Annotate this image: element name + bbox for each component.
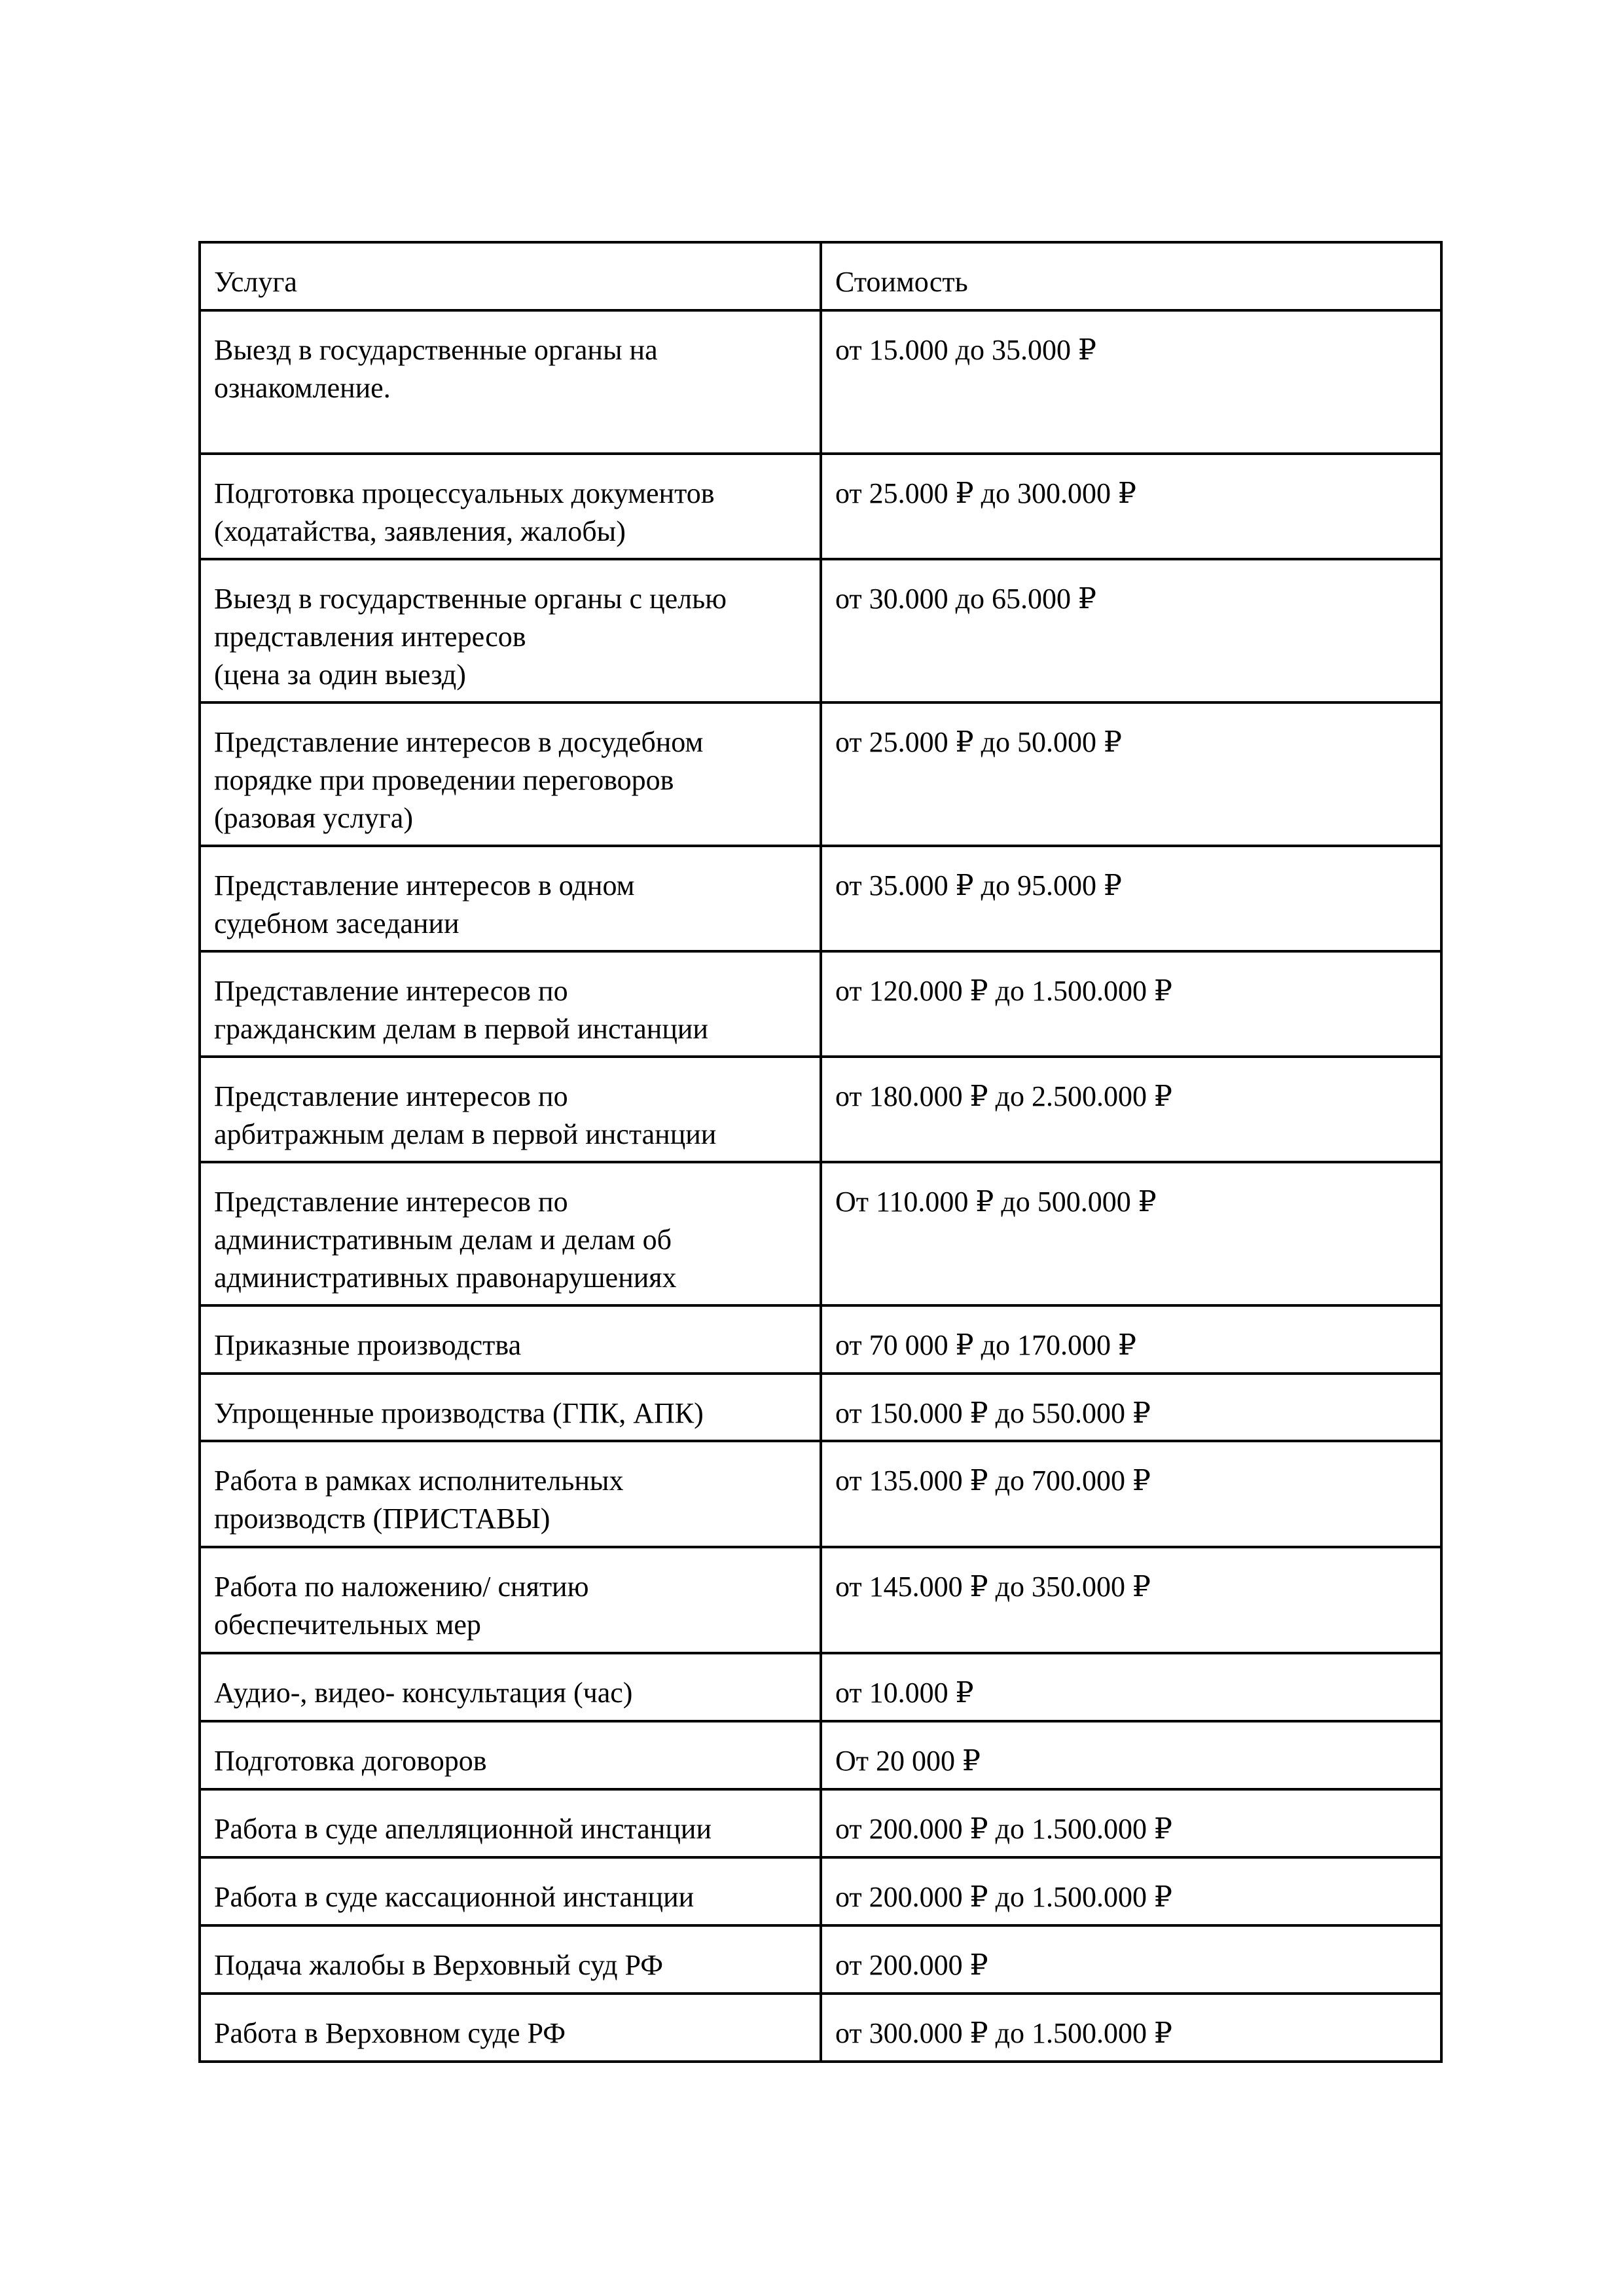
price-cell: от 145.000 ₽ до 350.000 ₽ [821, 1547, 1441, 1653]
table-row [200, 846, 1441, 951]
price-cell: От 20 000 ₽ [821, 1721, 1441, 1789]
table-row [200, 559, 1441, 702]
service-cell: Представление интересов по гражданским делам в первой инстанции [200, 951, 821, 1057]
price-cell: от 150.000 ₽ до 550.000 ₽ [821, 1374, 1441, 1441]
table-row [200, 1857, 1441, 1925]
price-cell: от 200.000 ₽ [821, 1925, 1441, 1994]
price-cell: от 200.000 ₽ до 1.500.000 ₽ [821, 1789, 1441, 1857]
table-row [200, 1162, 1441, 1305]
table-row [200, 1547, 1441, 1653]
table-row [200, 1305, 1441, 1374]
price-cell: от 25.000 ₽ до 300.000 ₽ [821, 454, 1441, 559]
service-cell: Подготовка процессуальных документов (ходатайства, заявления, жалобы) [200, 454, 821, 559]
table-row [200, 310, 1441, 454]
price-cell: от 25.000 ₽ до 50.000 ₽ [821, 702, 1441, 846]
table-row [200, 702, 1441, 846]
service-cell: Выезд в государственные органы на ознакомление. [200, 310, 821, 454]
service-cell: Упрощенные производства (ГПК, АПК) [200, 1374, 821, 1441]
service-cell: Работа в рамках исполнительных производств (ПРИСТАВЫ) [200, 1441, 821, 1547]
table-row [200, 1653, 1441, 1721]
price-cell: от 135.000 ₽ до 700.000 ₽ [821, 1441, 1441, 1547]
service-cell: Работа в Верховном суде РФ [200, 1994, 821, 2062]
price-cell: от 300.000 ₽ до 1.500.000 ₽ [821, 1994, 1441, 2062]
service-cell: Работа по наложению/ снятию обеспечительных мер [200, 1547, 821, 1653]
table-row [200, 1374, 1441, 1441]
service-cell: Работа в суде кассационной инстанции [200, 1857, 821, 1925]
table-row [200, 1057, 1441, 1162]
price-cell: от 120.000 ₽ до 1.500.000 ₽ [821, 951, 1441, 1057]
price-cell: от 180.000 ₽ до 2.500.000 ₽ [821, 1057, 1441, 1162]
price-cell: от 35.000 ₽ до 95.000 ₽ [821, 846, 1441, 951]
table-row [200, 1789, 1441, 1857]
service-cell: Аудио-, видео- консультация (час) [200, 1653, 821, 1721]
price-cell: от 200.000 ₽ до 1.500.000 ₽ [821, 1857, 1441, 1925]
header-service: Услуга [200, 242, 821, 310]
header-price: Стоимость [821, 242, 1441, 310]
service-cell: Представление интересов по административным делам и делам об административных правонарушениях [200, 1162, 821, 1305]
price-table [198, 241, 1443, 2063]
table-row [200, 1721, 1441, 1789]
service-cell: Подача жалобы в Верховный суд РФ [200, 1925, 821, 1994]
service-cell: Приказные производства [200, 1305, 821, 1374]
table-row [200, 1441, 1441, 1547]
price-cell: от 30.000 до 65.000 ₽ [821, 559, 1441, 702]
price-cell: от 15.000 до 35.000 ₽ [821, 310, 1441, 454]
price-cell: От 110.000 ₽ до 500.000 ₽ [821, 1162, 1441, 1305]
service-cell: Подготовка договоров [200, 1721, 821, 1789]
table-row [200, 1994, 1441, 2062]
table-row [200, 1925, 1441, 1994]
table-row [200, 951, 1441, 1057]
service-cell: Выезд в государственные органы с целью представления интересов (цена за один выезд) [200, 559, 821, 702]
service-cell: Представление интересов в одном судебном заседании [200, 846, 821, 951]
service-cell: Работа в суде апелляционной инстанции [200, 1789, 821, 1857]
service-cell: Представление интересов в досудебном порядке при проведении переговоров (разовая услуга) [200, 702, 821, 846]
table-row [200, 454, 1441, 559]
price-cell: от 70 000 ₽ до 170.000 ₽ [821, 1305, 1441, 1374]
service-cell: Представление интересов по арбитражным делам в первой инстанции [200, 1057, 821, 1162]
price-cell: от 10.000 ₽ [821, 1653, 1441, 1721]
table-header-row [200, 242, 1441, 310]
